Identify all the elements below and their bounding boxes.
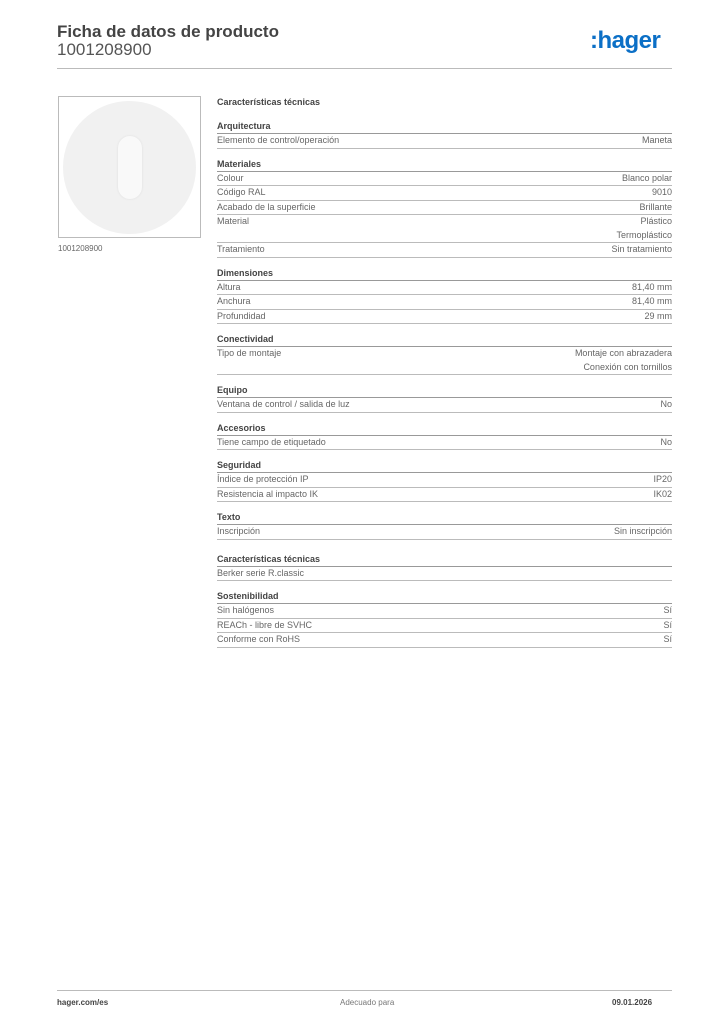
spec-label: Inscripción xyxy=(217,526,261,536)
section-title: Características técnicas xyxy=(217,553,672,567)
spec-section xyxy=(217,333,672,375)
footer-date: 09.01.2026 xyxy=(612,998,653,1007)
header-divider xyxy=(57,68,672,69)
spec-row xyxy=(217,633,672,648)
spec-section xyxy=(217,158,672,258)
spec-value: IK02 xyxy=(653,488,672,499)
spec-label: Tipo de montaje xyxy=(217,348,282,358)
footer-divider xyxy=(57,990,672,991)
spec-value: Sin tratamiento xyxy=(611,244,672,254)
section-title: Texto xyxy=(217,511,672,525)
spec-value: 9010 xyxy=(651,187,672,197)
spec-value: Sí xyxy=(663,634,672,644)
section-title: Conectividad xyxy=(217,333,672,347)
spec-label: Acabado de la superficie xyxy=(217,201,316,212)
spec-value: Blanco polar xyxy=(621,172,672,183)
section-title: Sostenibilidad xyxy=(217,590,672,604)
section-title: Equipo xyxy=(217,384,672,398)
footer-middle: Adecuado para xyxy=(340,998,395,1007)
spec-section xyxy=(217,590,672,648)
spec-value: Maneta xyxy=(641,135,672,145)
spec-label: Altura xyxy=(217,281,241,292)
spec-value: Brillante xyxy=(639,201,672,212)
spec-label: Elemento de control/operación xyxy=(217,135,340,145)
spec-section xyxy=(217,267,672,325)
page-title: Ficha de datos de producto xyxy=(57,22,279,41)
image-caption: 1001208900 xyxy=(58,244,103,253)
section-title: Accesorios xyxy=(217,422,672,436)
spec-label: Material xyxy=(217,216,250,226)
spec-label: Colour xyxy=(217,172,244,183)
section-title: Arquitectura xyxy=(217,120,672,134)
spec-label: Índice de protección IP xyxy=(217,474,309,484)
spec-row xyxy=(217,310,672,325)
spec-section xyxy=(217,422,672,451)
spec-section xyxy=(217,120,672,149)
spec-label: REACh - libre de SVHC xyxy=(217,619,313,630)
spec-value: 81,40 mm xyxy=(631,281,672,292)
spec-value: No xyxy=(660,399,672,409)
knob-lever xyxy=(118,136,142,199)
spec-value: 29 mm xyxy=(644,310,672,321)
specifications xyxy=(217,96,672,657)
spec-row xyxy=(217,473,672,488)
spec-row xyxy=(217,436,672,451)
spec-row xyxy=(217,243,672,258)
spec-row xyxy=(217,488,672,503)
spec-value: 81,40 mm xyxy=(631,296,672,306)
spec-section xyxy=(217,553,672,582)
spec-label: Resistencia al impacto IK xyxy=(217,488,319,499)
spec-row xyxy=(217,215,672,243)
spec-row xyxy=(217,186,672,201)
hager-logo: :hager xyxy=(590,27,661,54)
spec-label: Ventana de control / salida de luz xyxy=(217,399,350,409)
spec-label: Conforme con RoHS xyxy=(217,634,301,644)
spec-row xyxy=(217,619,672,634)
specs-heading: Características técnicas xyxy=(217,97,321,107)
spec-row xyxy=(217,201,672,216)
spec-row xyxy=(217,347,672,375)
footer-website[interactable]: hager.com/es xyxy=(57,998,109,1007)
spec-row xyxy=(217,525,672,540)
spec-label: Tratamiento xyxy=(217,244,265,254)
section-title: Seguridad xyxy=(217,459,672,473)
spec-row xyxy=(217,281,672,296)
spec-section xyxy=(217,511,672,540)
spec-label: Código RAL xyxy=(217,187,266,197)
spec-label: Anchura xyxy=(217,296,251,306)
spec-row xyxy=(217,172,672,187)
spec-section xyxy=(217,384,672,413)
spec-row xyxy=(217,295,672,310)
spec-label: Tiene campo de etiquetado xyxy=(217,436,326,447)
spec-row xyxy=(217,134,672,149)
spec-value: Sin inscripción xyxy=(613,526,672,536)
section-title: Dimensiones xyxy=(217,267,672,281)
spec-row xyxy=(217,567,672,582)
spec-row xyxy=(217,398,672,413)
product-image xyxy=(58,96,201,238)
spec-value: IP20 xyxy=(653,474,672,484)
spec-value: Sí xyxy=(663,619,672,630)
spec-label: Berker serie R.classic xyxy=(217,567,305,578)
product-code: 1001208900 xyxy=(57,40,152,59)
spec-label: Profundidad xyxy=(217,310,266,321)
spec-label: Sin halógenos xyxy=(217,605,275,615)
spec-row xyxy=(217,604,672,619)
spec-value: Sí xyxy=(663,605,672,615)
spec-value: Montaje con abrazadera Conexión con tornillos xyxy=(574,348,672,372)
section-title: Materiales xyxy=(217,158,672,172)
spec-value: Plástico Termoplástico xyxy=(616,216,672,240)
knob-cover xyxy=(63,101,196,234)
spec-value: No xyxy=(660,436,672,447)
spec-section xyxy=(217,459,672,502)
